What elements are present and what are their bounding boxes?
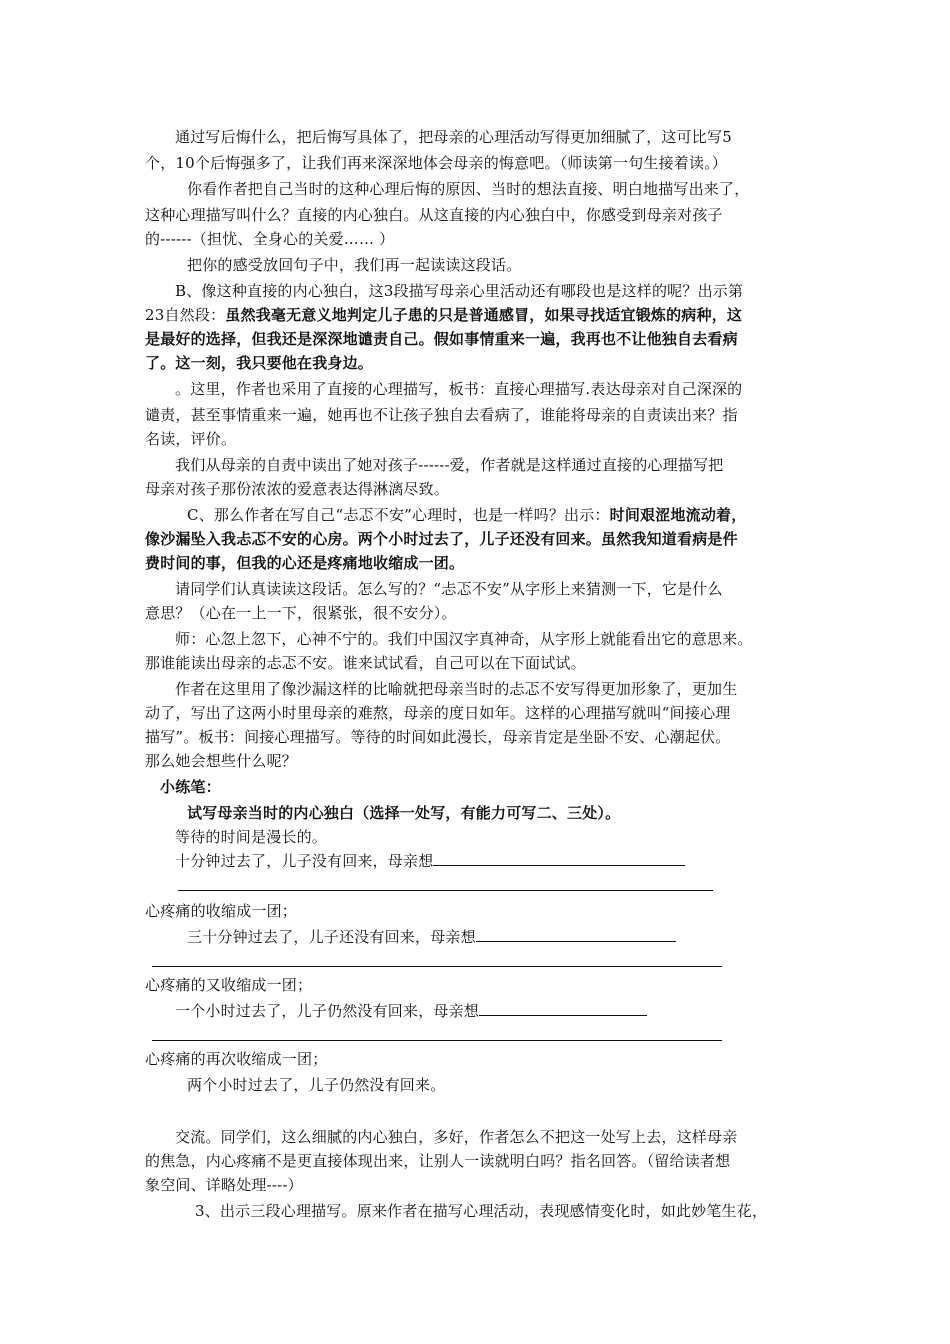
text-line: 象空间、详略处理----）: [145, 1176, 303, 1194]
text-line: 我们从母亲的自责中读出了她对孩子------爱，作者就是这样通过直接的心理描写把: [175, 456, 724, 474]
text-line: 等待的时间是漫长的。: [175, 828, 328, 846]
text-span: C、那么作者在写自己“忐忑不安”心理时，也是一样吗？出示：: [187, 506, 610, 524]
text-line: 动了，写出了这两小时里母亲的难熬，母亲的度日如年。这样的心理描写就叫“间接心理: [145, 704, 731, 722]
text-line: 请同学们认真读读这段话。怎么写的？“忐忑不安”从字形上来猜测一下，它是什么: [175, 580, 723, 598]
text-span: 23自然段：: [145, 306, 226, 324]
answer-line[interactable]: [178, 890, 713, 891]
bold-quote: 了。这一刻，我只要他在我身边。: [145, 354, 374, 372]
text-line: 两个小时过去了，儿子仍然没有回来。: [187, 1076, 446, 1094]
answer-blank[interactable]: [476, 927, 676, 942]
text-line: 3、出示三段心理描写。原来作者在描写心理活动，表现感情变化时，如此妙笔生花，: [195, 1202, 768, 1220]
text-line: [187, 505, 746, 525]
exercise-instruction: 试写母亲当时的内心独白（选择一处写，有能力可写二、三处）。: [187, 804, 621, 822]
exercise-prompt: [187, 927, 676, 947]
text-line: 通过写后悔什么，把后悔写具体了，把母亲的心理活动写得更加细腻了，这可比写5: [175, 128, 732, 146]
text-line: 。这里，作者也采用了直接的心理描写，板书：直接心理描写.表达母亲对自己深深的: [175, 380, 743, 398]
text-line: 的------（担忧、全身心的关爱…… ）: [145, 230, 395, 248]
text-line: 个，10个后悔强多了，让我们再来深深地体会母亲的悔意吧。（师读第一句生接着读。）: [145, 154, 728, 172]
text-line: 的焦急，内心疼痛不是更直接体现出来，让别人一读就明白吗？指名回答。（留给读者想: [145, 1152, 731, 1170]
bold-quote: 费时间的事，但我的心还是疼痛地收缩成一团。: [145, 554, 465, 572]
text-line: 名读，评价。: [145, 430, 237, 448]
text-line: 描写”。板书：间接心理描写。等待的时间如此漫长，母亲肯定是坐卧不安、心潮起伏。: [145, 728, 731, 746]
text-line: 那么她会想些什么呢？: [145, 752, 298, 770]
text-line: [145, 305, 742, 325]
text-line: 谴责，甚至事情重来一遍，她再也不让孩子独自去看病了，谁能将母亲的自责读出来？指: [145, 406, 738, 424]
answer-line[interactable]: [152, 1040, 722, 1041]
text-line: 你看作者把自己当时的这种心理后悔的原因、当时的想法直接、明白地描写出来了，: [187, 180, 750, 198]
text-line: 作者在这里用了像沙漏这样的比喻就把母亲当时的忐忑不安写得更加形象了，更加生: [175, 680, 738, 698]
bold-quote: 是最好的选择，但我还是深深地谴责自己。假如事情重来一遍，我再也不让他独自去看病: [145, 330, 738, 348]
bold-quote: 时间艰涩地流动着，: [609, 506, 747, 524]
bold-quote: 虽然我毫无意义地判定儿子患的只是普通感冒，如果寻找适宜锻炼的病种，这: [225, 306, 743, 324]
prompt-text: 三十分钟过去了，儿子还没有回来，母亲想: [187, 928, 476, 946]
text-line: 母亲对孩子那份浓浓的爱意表达得淋漓尽致。: [145, 480, 450, 498]
text-line: 那谁能读出母亲的忐忑不安。谁来试试看，自己可以在下面试试。: [145, 654, 586, 672]
exercise-prompt: [175, 851, 685, 871]
text-line: 意思？（心在一上一下，很紧张，很不安分）。: [145, 604, 457, 622]
text-line: 交流。同学们，这么细腻的内心独白，多好，作者怎么不把这一处写上去，这样母亲: [175, 1128, 738, 1146]
exercise-prompt: [175, 1001, 647, 1021]
text-line: 心疼痛的又收缩成一团；: [145, 976, 313, 994]
answer-blank[interactable]: [433, 851, 685, 866]
text-line: B、像这种直接的内心独白，这3段描写母亲心里活动还有哪段也是这样的呢？出示第: [175, 282, 744, 300]
text-line: 把你的感受放回句子中，我们再一起读读这段话。: [187, 256, 522, 274]
bold-quote: 像沙漏坠入我忐忑不安的心房。两个小时过去了，儿子还没有回来。虽然我知道看病是件: [145, 530, 738, 548]
text-line: 心疼痛的收缩成一团；: [145, 902, 298, 920]
text-line: 师：心忽上忽下，心神不宁的。我们中国汉字真神奇，从字形上就能看出它的意思来。: [175, 630, 753, 648]
prompt-text: 一个小时过去了，儿子仍然没有回来，母亲想: [175, 1002, 480, 1020]
answer-line[interactable]: [152, 966, 722, 967]
exercise-heading: 小练笔：: [160, 778, 221, 796]
prompt-text: 十分钟过去了，儿子没有回来，母亲想: [175, 852, 434, 870]
text-line: 这种心理描写叫什么？直接的内心独白。从这直接的内心独白中，你感受到母亲对孩子: [145, 206, 723, 224]
text-line: 心疼痛的再次收缩成一团；: [145, 1050, 328, 1068]
answer-blank[interactable]: [479, 1001, 647, 1016]
